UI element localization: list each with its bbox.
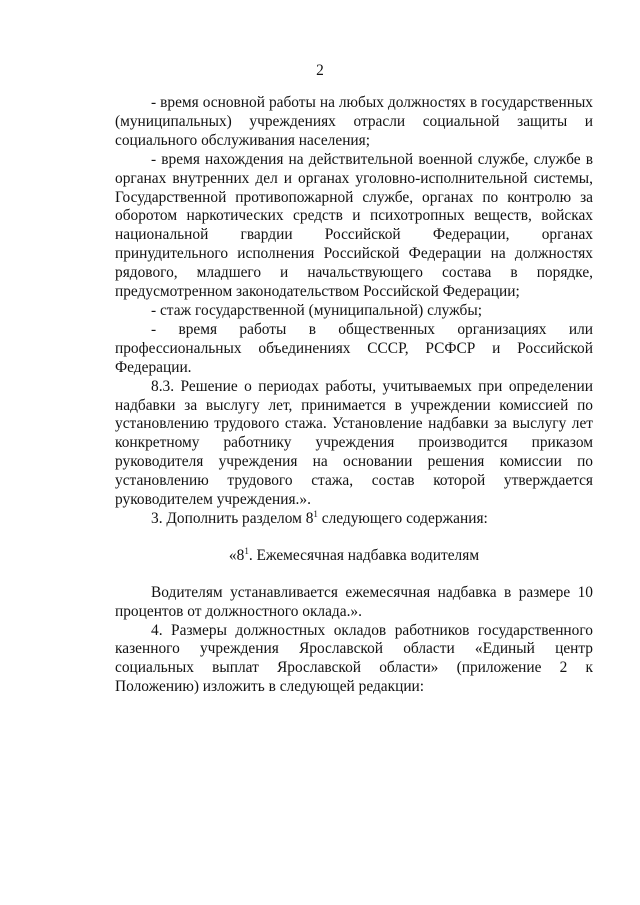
paragraph-add-section-tail: следующего содержания:	[317, 509, 488, 527]
page-number: 2	[316, 62, 324, 79]
paragraph-public-organizations: - время работы в общественных организациях или профессиональных объединениях СССР, РСФСР и Российской Федерации.	[115, 320, 593, 376]
paragraph-main-work-time: - время основной работы на любых должностях в государственных (муниципальных) учреждениях отрасли социальной защиты и социального обслуживания населения;	[115, 94, 593, 149]
section-heading-number: «8	[228, 546, 245, 564]
paragraph-add-section-text: 3. Дополнить разделом 8	[151, 509, 314, 527]
paragraph-driver-bonus: Водителям устанавливается ежемесячная надбавка в размере 10 процентов от должностного оклада.».	[115, 583, 593, 620]
section-superscript: 1	[313, 508, 318, 519]
paragraph-civil-service: - стаж государственной (муниципальной) службы;	[151, 301, 482, 319]
paragraph-add-section	[115, 510, 593, 529]
section-heading-superscript: 1	[244, 545, 249, 556]
section-heading-title: . Ежемесячная надбавка водителям	[248, 546, 480, 564]
paragraph-military-service: - время нахождения на действительной военной службе, службе в органах внутренних дел и органах уголовно-исполнительной системы, Государственной противопожарной службе, органах по контролю за оборотом наркотических средств и психотропных веществ, войсках национальной гвардии Российской Федерации, органах принудительного исполнения Российской Федерации на должностях рядового, младшего и начальствующего состава в порядке, предусмотренном законодательством Российской Федерации;	[115, 150, 593, 301]
document-body	[115, 94, 593, 697]
section-heading	[115, 547, 593, 566]
paragraph-salary-sizes: 4. Размеры должностных окладов работников государственного казенного учреждения Ярославской области «Единый центр социальных выплат Ярославской области» (приложение 2 к Положению) изложить в следующей редакции:	[115, 621, 593, 696]
paragraph-8-3: 8.3. Решение о периодах работы, учитываемых при определении надбавки за выслугу лет, принимается в учреждении комиссией по установлению трудового стажа. Установление надбавки за выслугу лет конкретному работнику учреждения производится приказом руководителя учреждения на основании решения комиссии по установлению трудового стажа, состав которой утверждается руководителем учреждения.».	[115, 377, 593, 509]
